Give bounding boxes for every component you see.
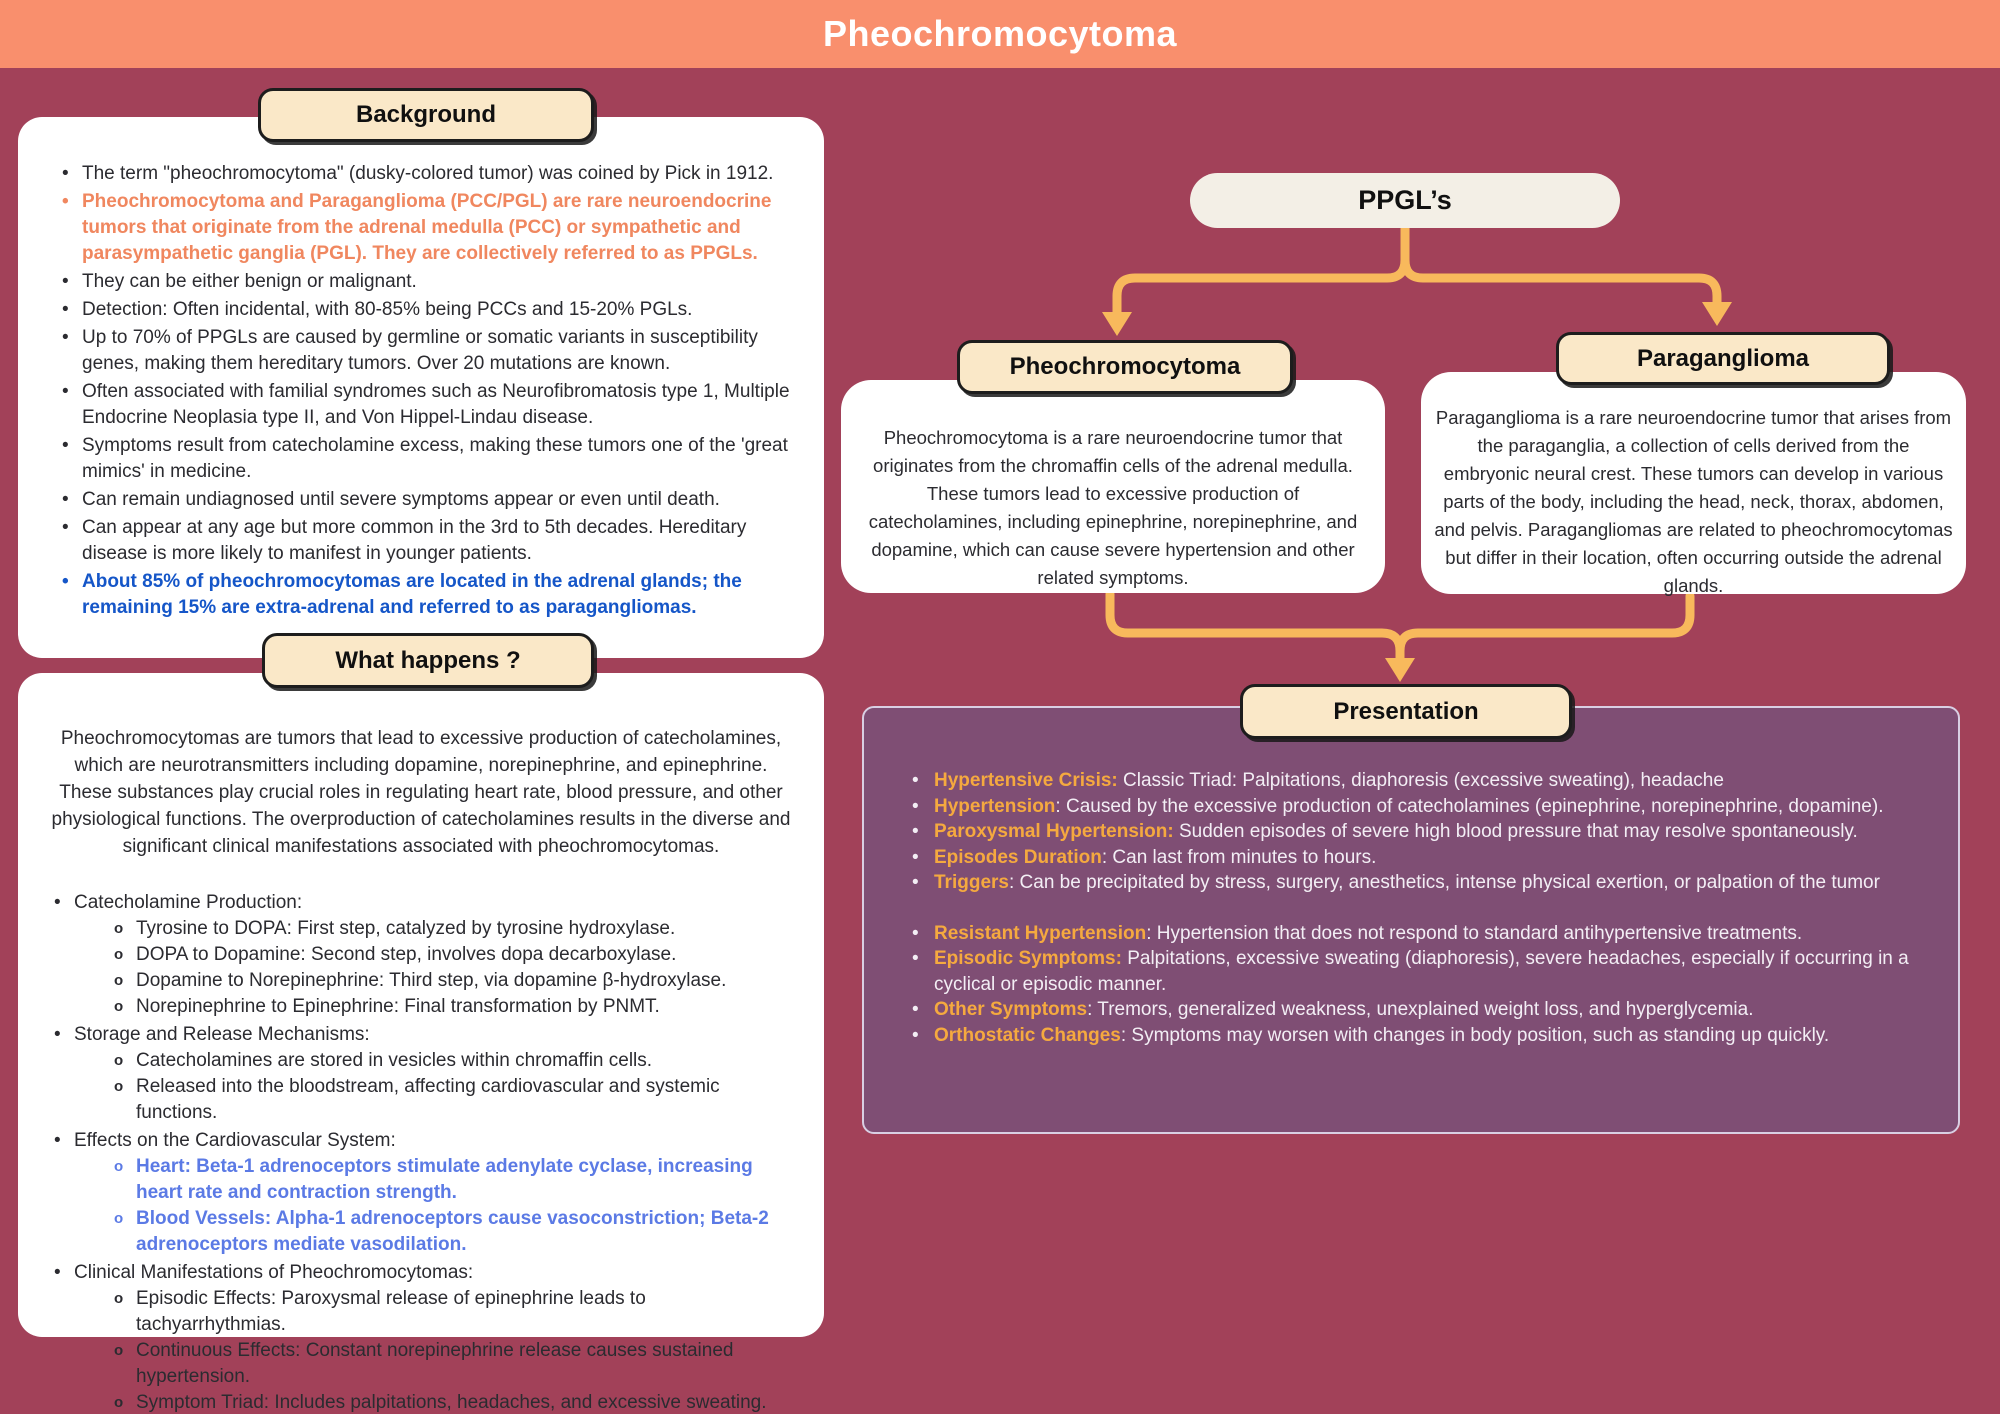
background-bullet-item: • Can appear at any age but more common in the 3rd to 5th decades. Hereditary disease is more likely to manifest in younger patients. — [52, 515, 802, 567]
what-happens-bullet-item — [44, 1260, 798, 1414]
presentation-section-title: Presentation — [1333, 697, 1479, 725]
presentation-bullet-item — [904, 870, 1924, 896]
sub-bullet-item: o Catecholamines are stored in vesicles within chromaffin cells. — [108, 1048, 798, 1074]
bullet-text: Storage and Release Mechanisms: — [74, 1024, 370, 1045]
background-bullet-item: • They can be either benign or malignant. — [52, 269, 802, 295]
presentation-bullet-item — [904, 819, 1924, 845]
symptom-term: Hypertension — [934, 795, 1056, 817]
paraganglioma-node-title: Paraganglioma — [1636, 344, 1810, 372]
ppgl-root-node — [1190, 173, 1620, 228]
what-happens-section-title: What happens ? — [335, 646, 521, 674]
background-card — [18, 117, 824, 658]
sub-bullet-item: o Dopamine to Norepinephrine: Third step, via dopamine β-hydroxylase. — [108, 968, 798, 994]
presentation-bullet-list — [904, 768, 1924, 896]
paraganglioma-description-card — [1421, 372, 1966, 594]
background-bullet-list — [52, 161, 802, 621]
bullet-text: Effects on the Cardiovascular System: — [74, 1130, 396, 1151]
sub-bullet-item: o Norepinephrine to Epinephrine: Final transformation by PNMT. — [108, 994, 798, 1020]
presentation-bullet-item — [904, 946, 1924, 997]
background-section-title: Background — [355, 101, 496, 128]
symptom-description: Palpitations, excessive sweating (diaphoresis), severe headaches, especially if occurring in a cyclical or episodic manner. — [934, 948, 1909, 995]
presentation-bullet-list — [904, 921, 1924, 1049]
what-happens-card — [18, 673, 824, 1413]
symptom-description: : Caused by the excessive production of catecholamines (epinephrine, norepinephrine, dopamine). — [1055, 795, 1884, 817]
symptom-term: Hypertensive Crisis: — [934, 770, 1118, 791]
background-bullet-item: • Up to 70% of PPGLs are caused by germline or somatic variants in susceptibility genes, making them hereditary tumors. Over 20 mutations are known. — [52, 325, 802, 377]
merge-arrow-connector — [1110, 594, 1690, 662]
what-happens-intro: Pheochromocytomas are tumors that lead to excessive production of catecholamines, which are neurotransmitters including dopamine, norepinephrine, and epinephrine. These substances play crucial roles in regulating heart rate, blood pressure, and other physiological functions. The overproduction of catecholamines results in the diverse and significant clinical manifestations associated with pheochromocytomas. — [51, 728, 791, 857]
sub-bullet-item: o Continuous Effects: Constant norepinephrine release causes sustained hypertension. — [108, 1338, 798, 1390]
what-happens-bullet-list — [44, 890, 798, 1414]
what-happens-bullet-item — [44, 890, 798, 1020]
symptom-description: Sudden episodes of severe high blood pressure that may resolve spontaneously. — [1173, 821, 1858, 842]
sub-bullet-list — [74, 1154, 798, 1258]
presentation-bullet-groups — [904, 768, 1924, 1048]
symptom-description: : Can last from minutes to hours. — [1101, 846, 1377, 868]
sub-bullet-item: o Symptom Triad: Includes palpitations, headaches, and excessive sweating. — [108, 1390, 798, 1414]
header-bar — [0, 0, 2000, 68]
background-section-label — [258, 88, 594, 142]
sub-bullet-item: o Heart: Beta-1 adrenoceptors stimulate adenylate cyclase, increasing heart rate and contraction strength. — [108, 1154, 798, 1206]
merge-arrowhead — [1385, 658, 1415, 682]
presentation-bullet-item — [904, 921, 1924, 947]
symptom-description: Classic Triad: Palpitations, diaphoresis (excessive sweating), headache — [1117, 770, 1724, 791]
symptom-description: : Tremors, generalized weakness, unexplained weight loss, and hyperglycemia. — [1087, 999, 1754, 1020]
paraganglioma-description: Paraganglioma is a rare neuroendocrine tumor that arises from the paraganglia, a collection of cells derived from the embryonic neural crest. These tumors can develop in various parts of the body, including the head, neck, thorax, abdomen, and pelvis. Paragangliomas are related to pheochromocytomas but differ in their location, often occurring outside the adrenal glands. — [1434, 407, 1953, 596]
sub-bullet-item: o DOPA to Dopamine: Second step, involves dopa decarboxylase. — [108, 942, 798, 968]
bullet-text: Catecholamine Production: — [74, 892, 303, 913]
presentation-bullet-item — [904, 997, 1924, 1023]
symptom-description: : Hypertension that does not respond to standard antihypertensive treatments. — [1146, 922, 1803, 944]
symptom-term: Episodic Symptoms: — [934, 948, 1122, 969]
sub-bullet-item: o Released into the bloodstream, affecting cardiovascular and systemic functions. — [108, 1074, 798, 1126]
presentation-bullet-item — [904, 845, 1924, 871]
sub-bullet-list — [74, 1048, 798, 1126]
pheochromocytoma-description: Pheochromocytoma is a rare neuroendocrine tumor that originates from the chromaffin cells of the adrenal medulla. These tumors lead to excessive production of catecholamines, including epinephrine, norepinephrine, and dopamine, which can cause severe hypertension and other related symptoms. — [868, 427, 1358, 588]
symptom-term: Episodes Duration — [934, 846, 1102, 868]
sub-bullet-list — [74, 1286, 798, 1414]
sub-bullet-item: o Episodic Effects: Paroxysmal release of epinephrine leads to tachyarrhythmias. — [108, 1286, 798, 1338]
symptom-description: : Can be precipitated by stress, surgery, anesthetics, intense physical exertion, or palpation of the tumor — [1008, 872, 1880, 893]
pheochromocytoma-node-label — [957, 340, 1293, 394]
bullet-text: Clinical Manifestations of Pheochromocytomas: — [74, 1262, 474, 1283]
page-title: Pheochromocytoma — [822, 13, 1178, 54]
pheochromocytoma-node-title: Pheochromocytoma — [1009, 353, 1241, 380]
symptom-term: Orthostatic Changes — [934, 1024, 1121, 1046]
presentation-bullet-item — [904, 768, 1924, 794]
presentation-panel — [862, 706, 1960, 1134]
split-arrowheads — [1102, 302, 1732, 336]
background-bullet-item: • Often associated with familial syndromes such as Neurofibromatosis type 1, Multiple Endocrine Neoplasia type II, and Von Hippel-Lindau disease. — [52, 379, 802, 431]
ppgl-root-label: PPGL’s — [1358, 185, 1452, 215]
presentation-section-label — [1240, 684, 1572, 739]
pheochromocytoma-description-card — [841, 380, 1385, 593]
sub-bullet-list — [74, 916, 798, 1020]
symptom-term: Resistant Hypertension — [934, 922, 1147, 944]
background-bullet-item: • Symptoms result from catecholamine excess, making these tumors one of the 'great mimics' in medicine. — [52, 433, 802, 485]
symptom-term: Paroxysmal Hypertension: — [934, 821, 1174, 842]
symptom-term: Other Symptoms — [934, 999, 1088, 1020]
sub-bullet-item: o Blood Vessels: Alpha-1 adrenoceptors cause vasoconstriction; Beta-2 adrenoceptors mediate vasodilation. — [108, 1206, 798, 1258]
paraganglioma-node-label — [1556, 332, 1890, 385]
what-happens-bullet-item — [44, 1022, 798, 1126]
presentation-bullet-item — [904, 1023, 1924, 1049]
background-bullet-item: • Can remain undiagnosed until severe symptoms appear or even until death. — [52, 487, 802, 513]
what-happens-section-label — [262, 633, 594, 688]
symptom-term: Triggers — [934, 872, 1009, 893]
background-bullet-item: • Detection: Often incidental, with 80-85% being PCCs and 15-20% PGLs. — [52, 297, 802, 323]
presentation-bullet-item — [904, 794, 1924, 820]
background-bullet-item: • About 85% of pheochromocytomas are located in the adrenal glands; the remaining 15% are extra-adrenal and referred to as paragangliomas. — [52, 569, 802, 621]
symptom-description: : Symptoms may worsen with changes in body position, such as standing up quickly. — [1120, 1024, 1830, 1046]
what-happens-bullet-item — [44, 1128, 798, 1258]
split-arrow-connector — [1117, 229, 1717, 316]
background-bullet-item: • The term "pheochromocytoma" (dusky-colored tumor) was coined by Pick in 1912. — [52, 161, 802, 187]
sub-bullet-item: o Tyrosine to DOPA: First step, catalyzed by tyrosine hydroxylase. — [108, 916, 798, 942]
background-bullet-item: • Pheochromocytoma and Paraganglioma (PCC/PGL) are rare neuroendocrine tumors that originate from the adrenal medulla (PCC) or sympathetic and parasympathetic ganglia (PGL). They are collectively referred to as PPGLs. — [52, 189, 802, 267]
